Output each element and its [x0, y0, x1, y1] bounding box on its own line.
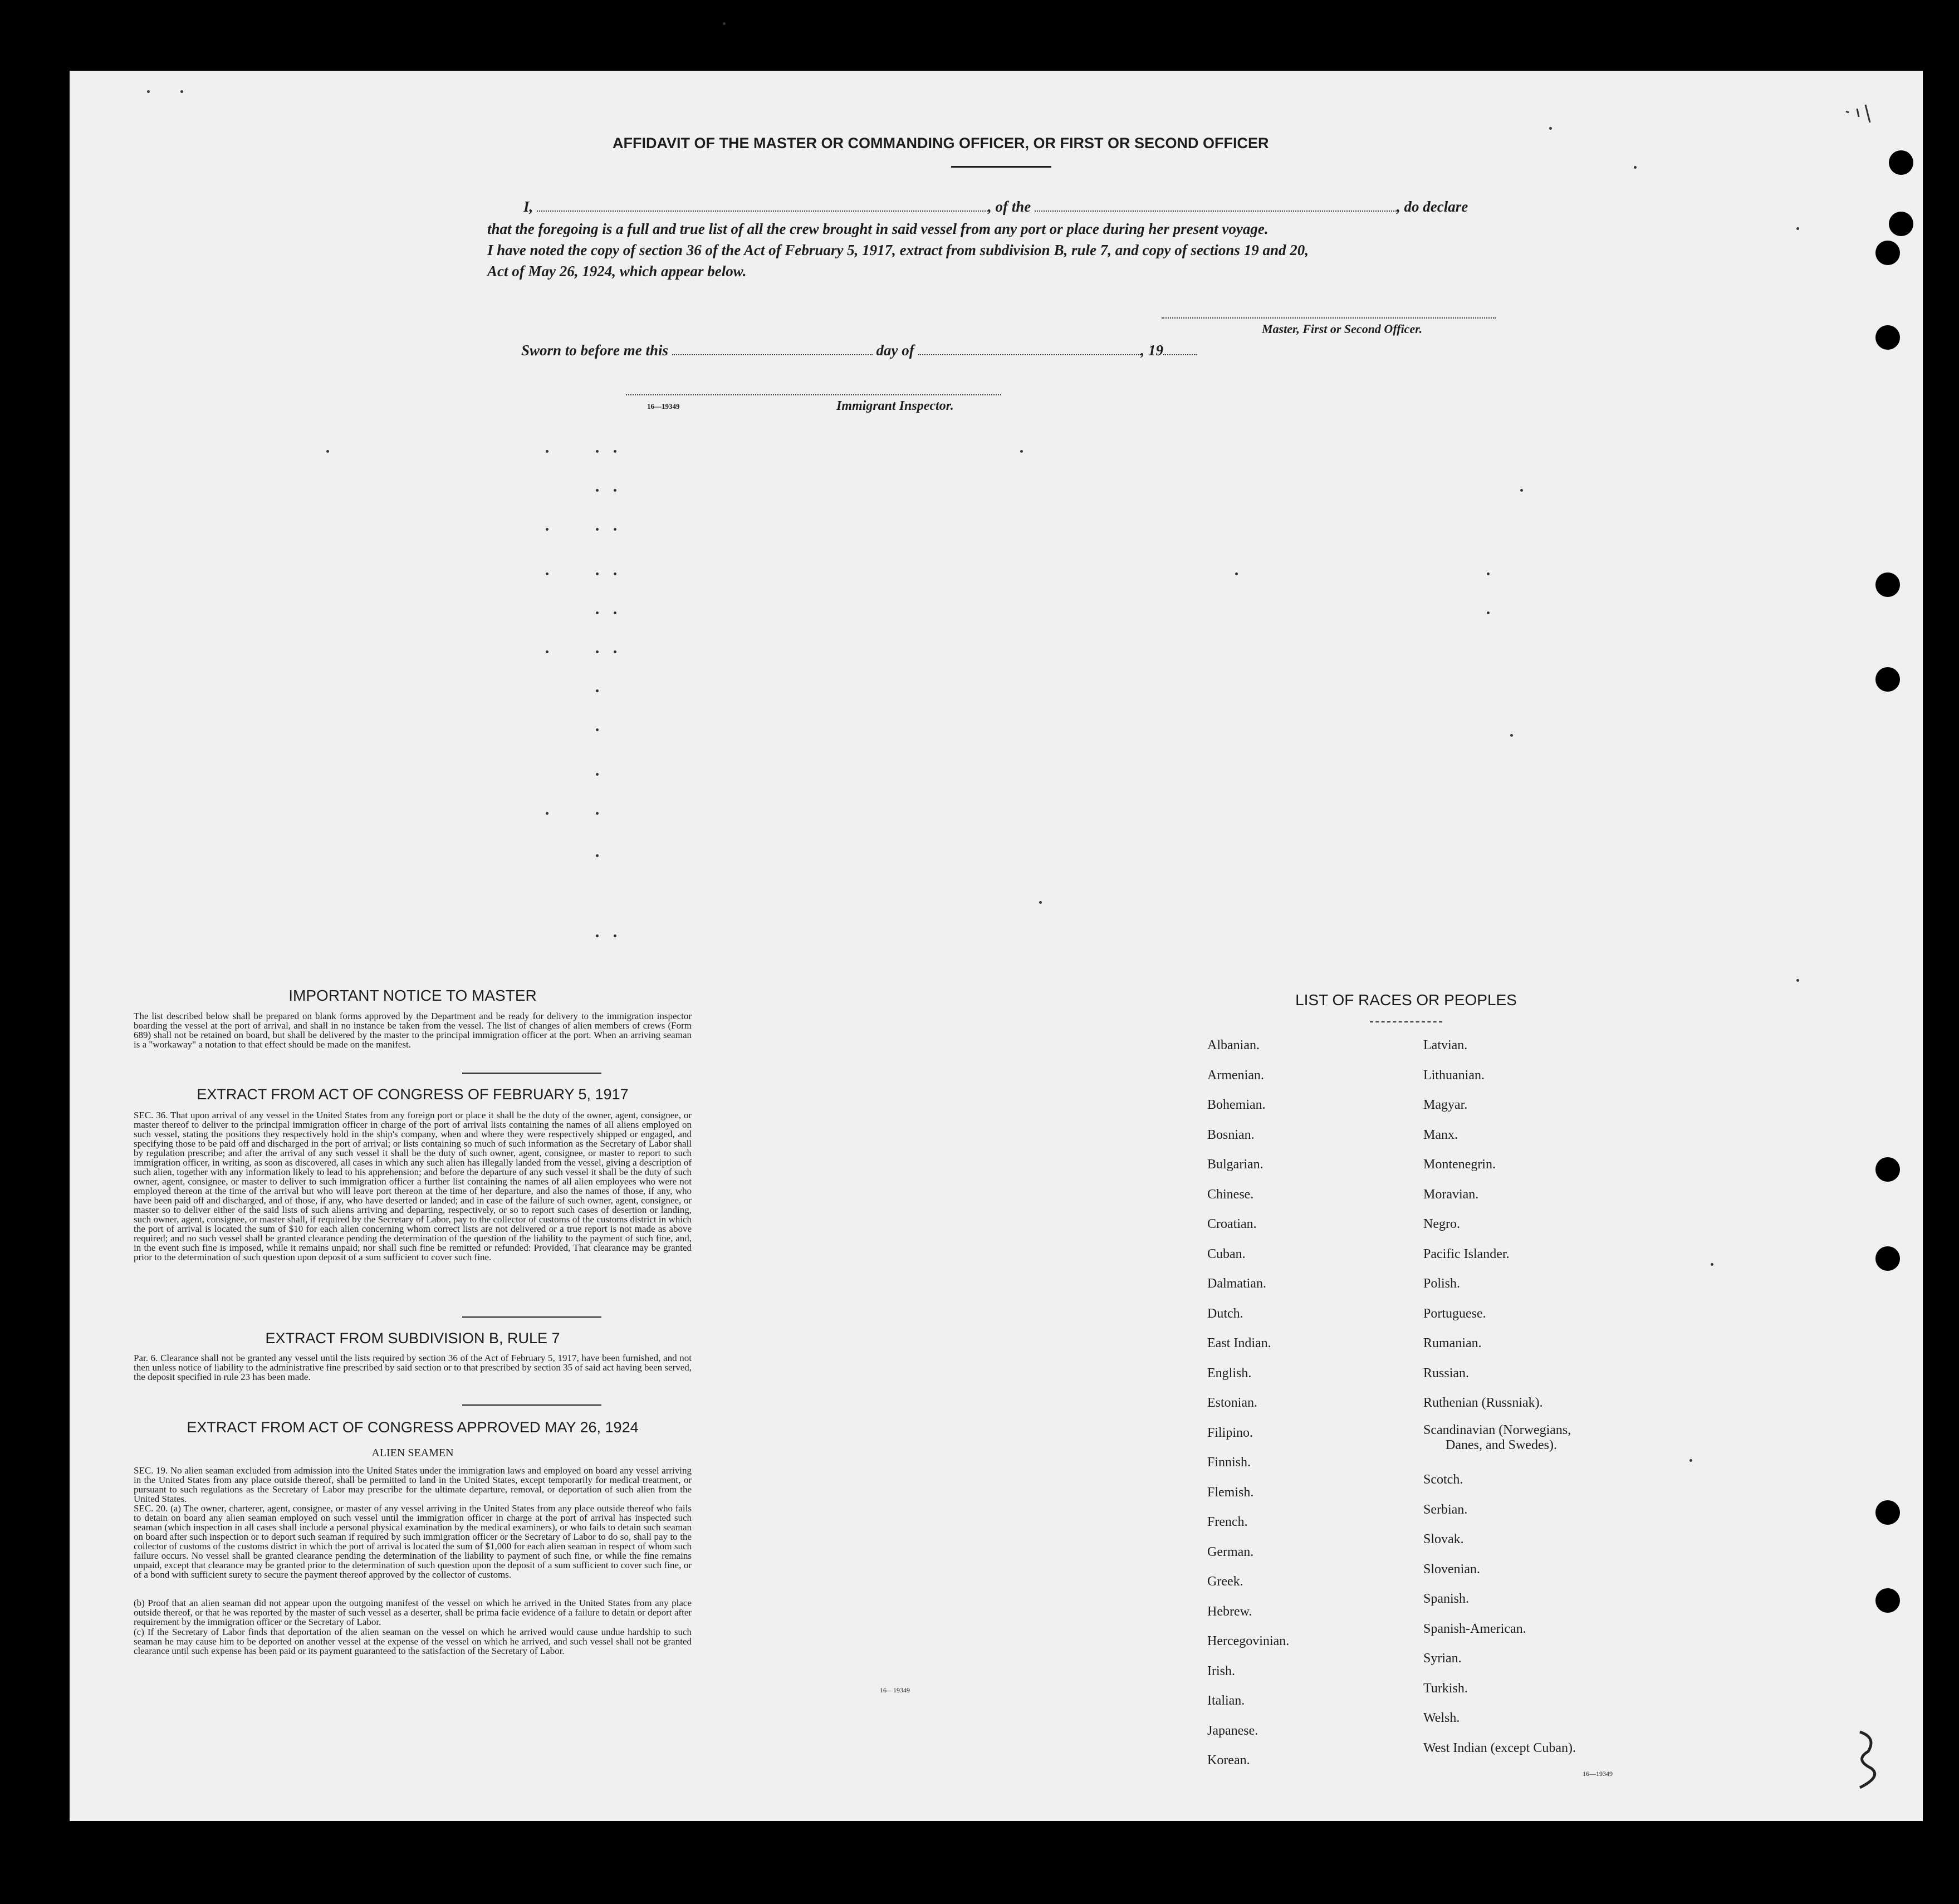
stray-mark: [1520, 489, 1523, 492]
race-item: Spanish-American.: [1423, 1622, 1526, 1636]
race-item: English.: [1207, 1366, 1252, 1381]
stray-mark: [1235, 572, 1238, 575]
affidavit-title: AFFIDAVIT OF THE MASTER OR COMMANDING OFFICER, OR FIRST OR SECOND OFFICER: [613, 135, 1269, 151]
stray-mark: [614, 450, 616, 453]
stray-mark: [596, 489, 599, 492]
stray-mark: [614, 934, 616, 937]
stray-mark: [546, 572, 548, 575]
stray-mark: [723, 22, 726, 25]
binder-hole: [1875, 667, 1900, 692]
stray-mark: [596, 728, 599, 731]
section-divider: [462, 1404, 601, 1406]
race-item: East Indian.: [1207, 1336, 1271, 1350]
race-item: Rumanian.: [1423, 1336, 1482, 1350]
stray-mark: [614, 650, 616, 653]
race-item: Estonian.: [1207, 1396, 1257, 1410]
stray-mark: [614, 489, 616, 492]
notice-text: The list described below shall be prepared on blank forms approved by the Department and be ready for delivery to the immigration inspector boarding the vessel at the port of arrival, and shall in no instance be taken from the vessel. The list of changes of alien members of crews (Form 689) shall not be retained on board, but shall be delivered by the master to the principal immigration officer at the port. When an arriving seaman is a "workaway" a notation to that effect should be made on the manifest.: [134, 1011, 692, 1050]
sworn-month-field[interactable]: [918, 351, 1141, 355]
stray-mark: [1020, 450, 1023, 453]
stray-mark: [596, 773, 599, 776]
binder-hole: [1875, 1588, 1900, 1613]
race-item: Slovenian.: [1423, 1562, 1480, 1577]
stray-mark: [546, 450, 548, 453]
races-title-rule: [1370, 1021, 1442, 1022]
extract-1924-sec19: SEC. 19. No alien seaman excluded from admission into the United States under the immigration laws and employed on board any vessel arriving in the United States from any place outside thereof, shall be permitted to land in the United States, except temporarily for medical treatment, or pursuant to such regulations as the Secretary of Labor may prescribe for the ultimate departure, removal, or deportation of such alien from the United States.: [134, 1465, 692, 1504]
race-item: Italian.: [1207, 1693, 1245, 1708]
race-item: Dutch.: [1207, 1306, 1243, 1321]
stray-mark: [1487, 611, 1490, 614]
race-item: Bosnian.: [1207, 1128, 1255, 1142]
stray-mark: [596, 689, 599, 692]
affidavit-i-label: I,: [523, 198, 533, 215]
stray-mark: [1510, 734, 1513, 737]
binder-hole: [1875, 1246, 1900, 1271]
race-item: Dalmatian.: [1207, 1276, 1266, 1291]
race-item: Ruthenian (Russniak).: [1423, 1396, 1543, 1410]
race-item: Bohemian.: [1207, 1098, 1266, 1112]
form-number: 16—19349: [880, 1686, 910, 1694]
race-item: Greek.: [1207, 1574, 1243, 1589]
race-item: Portuguese.: [1423, 1306, 1486, 1321]
rule7-title: EXTRACT FROM SUBDIVISION B, RULE 7: [265, 1330, 560, 1347]
stray-mark: [180, 90, 183, 93]
affidavit-statement: Act of May 26, 1924, which appear below.: [487, 263, 747, 280]
race-item: Cuban.: [1207, 1247, 1246, 1261]
binder-hole: [1875, 1500, 1900, 1525]
extract-1924-sec20a: SEC. 20. (a) The owner, charterer, agent, consignee, or master of any vessel arriving in the United States from any place outside thereof who fails to detain on board any alien seaman employed on such vessel until the immigration officer in charge at the port of arrival has inspected such seaman (which inspection in all cases shall include a personal physical examination by the medical examiners), or who fails to detain such seaman on board after such inspection or to deport such seaman if required by such immigration officer or the Secretary of Labor to do so, shall pay to the collector of customs of the customs district in which the port of arrival is located the sum of $1,000 for each alien seaman in respect of whom such failure occurs. No vessel shall be granted clearance pending the determination of the liability to payment of such fine, or while the fine remains unpaid, except that clearance may be granted prior to the determination of such question upon the deposit of a sum sufficient to cover such fine, or of a bond with sufficient surety to secure the payment thereof approved by the collector of customs.: [134, 1503, 692, 1580]
race-item: Danes, and Swedes).: [1446, 1438, 1557, 1452]
stray-mark: [546, 812, 548, 815]
alien-seamen-subtitle: ALIEN SEAMEN: [371, 1447, 454, 1459]
master-signature-line[interactable]: [1162, 317, 1496, 319]
races-title: LIST OF RACES OR PEOPLES: [1295, 991, 1517, 1009]
stray-mark: [596, 650, 599, 653]
race-item: Filipino.: [1207, 1426, 1253, 1440]
affidavit-title-rule: [951, 166, 1051, 168]
race-item: Slovak.: [1423, 1532, 1464, 1546]
race-item: Polish.: [1423, 1276, 1461, 1291]
race-item: Croatian.: [1207, 1217, 1257, 1231]
extract-1917-title: EXTRACT FROM ACT OF CONGRESS OF FEBRUARY 5, 1917: [197, 1086, 629, 1103]
officer-name-field[interactable]: [537, 207, 988, 212]
vessel-name-field[interactable]: [1035, 207, 1397, 212]
race-item: Turkish.: [1423, 1681, 1468, 1696]
race-item: Chinese.: [1207, 1187, 1254, 1202]
race-item: Armenian.: [1207, 1068, 1264, 1083]
section-divider: [462, 1316, 601, 1318]
stray-mark: [1039, 901, 1042, 904]
stray-mark: [147, 90, 150, 93]
year-label: , 19: [1140, 342, 1164, 359]
affidavit-statement: that the foregoing is a full and true list of all the crew brought in said vessel from any port or place during her present voyage.: [487, 221, 1269, 237]
extract-1924-sec20b: (b) Proof that an alien seaman did not appear upon the outgoing manifest of the vessel on which he arrived in the United States from any place outside thereof, or that he was reported by the master of such vessel as a deserter, shall be prima facie evidence of a failure to detain or deport after requirement by the immigration officer or the Secretary of Labor.: [134, 1598, 692, 1627]
affidavit-of-label: , of the: [988, 198, 1031, 215]
stray-mark: [1796, 979, 1799, 982]
binder-hole: [1875, 1157, 1900, 1182]
stray-mark: [1549, 127, 1552, 130]
extract-1917-text: SEC. 36. That upon arrival of any vessel in the United States from any foreign port or place it shall be the duty of the owner, agent, consignee, or master thereof to deliver to the principal immigration officer in charge of the port of arrival lists containing the names of all aliens employed on such vessel, stating the positions they respectively hold in the ship's company, when and where they were respectively shipped or engaged, and specifying those to be paid off and discharged in the port of arrival; or lists containing so much of such information as the Secretary of Labor shall by regulation prescribe; and after the arrival of any such vessel it shall be the duty of such owner, agent, consignee, or master to report to such immigration officer, in writing, as soon as discovered, all cases in which any such alien has illegally landed from the vessel, giving a description of such alien, together with any information likely to lead to his apprehension; and before the departure of any such vessel it shall be the duty of such owner, agent, consignee, or master to deliver to such immigration officer a further list containing the names of all alien employees who were not employed thereon at the time of the arrival but who will leave port thereon at the time of her departure, and also the names of those, if any, who have been paid off and discharged, and of those, if any, who have deserted or landed; and in case of the failure of such owner, agent, consignee, or master so to deliver either of the said lists of such aliens arriving and departing, respectively, or so to report such cases of desertion or landing, such owner, agent, consignee, or master shall, if required by the Secretary of Labor, pay to the collector of customs of the customs district in which the port of arrival is located the sum of $10 for each alien concerning whom correct lists are not delivered or a true report is not made as above required; and no such vessel shall be granted clearance pending the determination of the question of the liability to the payment of such fine, and, in the event such fine is imposed, while it remains unpaid; nor shall such fine be remitted or refunded: Provided, That clearance may be granted prior to the determination of such question upon deposit of a sum sufficient to cover such fine.: [134, 1110, 692, 1262]
sworn-day-field[interactable]: [672, 351, 873, 355]
extract-1924-title: EXTRACT FROM ACT OF CONGRESS APPROVED MAY 26, 1924: [187, 1419, 639, 1436]
race-item: Montenegrin.: [1423, 1157, 1496, 1172]
race-item: Korean.: [1207, 1753, 1250, 1768]
race-item: Hebrew.: [1207, 1604, 1252, 1619]
stray-mark: [596, 528, 599, 531]
stray-mark: [596, 572, 599, 575]
form-number: 16—19349: [1583, 1770, 1613, 1778]
stray-mark: [596, 854, 599, 857]
race-item: French.: [1207, 1515, 1248, 1529]
stray-mark: [1796, 227, 1799, 230]
sworn-line: [521, 342, 1197, 359]
race-item: West Indian (except Cuban).: [1423, 1741, 1576, 1755]
race-item: Hercegovinian.: [1207, 1634, 1290, 1648]
stray-mark: [596, 450, 599, 453]
race-item: Lithuanian.: [1423, 1068, 1485, 1083]
stray-mark: [1711, 1263, 1713, 1266]
race-item: Bulgarian.: [1207, 1157, 1263, 1172]
stray-mark: [1689, 1459, 1692, 1462]
race-item: Irish.: [1207, 1664, 1235, 1678]
race-item: Negro.: [1423, 1217, 1460, 1231]
stray-mark: [596, 812, 599, 815]
extract-1924-sec20c: (c) If the Secretary of Labor finds that deportation of the alien seaman on the vessel on which he arrived would cause undue hardship to such seaman he may cause him to be deported on another vessel at the expense of the vessel on which he arrived, and such vessel shall not be granted clearance until such expense has been paid or its payment guaranteed to the satisfaction of the Secretary of Labor.: [134, 1627, 692, 1656]
race-item: Welsh.: [1423, 1711, 1460, 1725]
sworn-label: Sworn to before me this: [521, 342, 669, 359]
binder-hole: [1889, 212, 1913, 236]
binder-hole: [1875, 241, 1900, 265]
stray-mark: [1487, 572, 1490, 575]
handwritten-mark: [1843, 100, 1882, 128]
race-item: Russian.: [1423, 1366, 1470, 1381]
race-item: Moravian.: [1423, 1187, 1479, 1202]
section-divider: [462, 1073, 601, 1074]
inspector-signature-label: Immigrant Inspector.: [836, 399, 954, 413]
stray-mark: [614, 611, 616, 614]
affidavit-declaration-line: [523, 198, 1468, 216]
race-item: Finnish.: [1207, 1455, 1251, 1470]
stray-mark: [614, 528, 616, 531]
binder-hole: [1875, 325, 1900, 350]
rule7-text: Par. 6. Clearance shall not be granted any vessel until the lists required by section 36 of the Act of February 5, 1917, have been furnished, and not then unless notice of liability to the administrative fine prescribed by said section or to that prescribed by section 35 of said act having been served, the deposit specified in rule 23 has been made.: [134, 1353, 692, 1382]
race-item: Albanian.: [1207, 1038, 1260, 1053]
binder-hole: [1889, 150, 1913, 175]
race-item: Scotch.: [1423, 1472, 1463, 1487]
stray-mark: [596, 611, 599, 614]
stray-mark: [546, 528, 548, 531]
sworn-year-field[interactable]: [1163, 351, 1197, 355]
stray-mark: [546, 650, 548, 653]
race-item: Syrian.: [1423, 1651, 1462, 1666]
race-item: German.: [1207, 1545, 1254, 1559]
race-item: Latvian.: [1423, 1038, 1468, 1053]
handwritten-mark: [1838, 1726, 1888, 1793]
stray-mark: [326, 450, 329, 453]
inspector-signature-line[interactable]: [626, 394, 1001, 395]
race-item: Manx.: [1423, 1128, 1458, 1142]
stray-mark: [614, 572, 616, 575]
race-item: Magyar.: [1423, 1098, 1468, 1112]
race-item: Pacific Islander.: [1423, 1247, 1510, 1261]
race-item: Scandinavian (Norwegians,: [1423, 1423, 1571, 1437]
race-item: Spanish.: [1423, 1592, 1470, 1606]
master-signature-label: Master, First or Second Officer.: [1262, 322, 1423, 336]
race-item: Flemish.: [1207, 1485, 1254, 1500]
race-item: Serbian.: [1423, 1502, 1468, 1517]
race-item: Japanese.: [1207, 1724, 1258, 1738]
affidavit-declare-label: , do declare: [1397, 198, 1468, 215]
stray-mark: [596, 934, 599, 937]
affidavit-statement: I have noted the copy of section 36 of the Act of February 5, 1917, extract from subdivision B, rule 7, and copy of sections 19 and 20,: [487, 242, 1309, 258]
day-of-label: day of: [876, 342, 914, 359]
form-number: 16—19349: [647, 402, 680, 410]
stray-mark: [1634, 166, 1637, 169]
binder-hole: [1875, 572, 1900, 597]
notice-title: IMPORTANT NOTICE TO MASTER: [288, 987, 537, 1004]
